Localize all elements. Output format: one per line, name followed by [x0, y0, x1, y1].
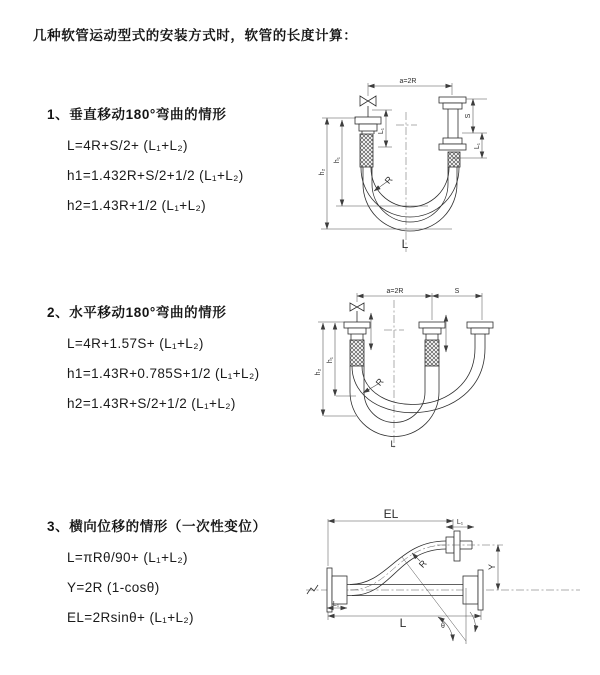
right-flange-upper — [439, 97, 466, 138]
formula-line: h2=1.43R+S/2+1/2 (L₁+L₂) — [67, 396, 236, 411]
formula-line: L=4R+S/2+ (L₁+L₂) — [67, 138, 188, 153]
dim-label-h1: h₁ — [334, 156, 341, 164]
dim-label-s: S — [454, 288, 460, 295]
right-flange-lower — [439, 138, 466, 150]
dim-a2r — [357, 288, 432, 320]
diagram-lateral-displacement — [306, 507, 580, 644]
formula-line: L=4R+1.57S+ (L₁+L₂) — [67, 336, 204, 351]
hose-u-curves — [361, 167, 459, 231]
dim-s — [432, 288, 482, 320]
dim-label-l1: L₁ — [378, 127, 385, 135]
radius-label: R — [382, 174, 395, 186]
formula-line: EL=2Rsinθ+ (L₁+L₂) — [67, 610, 194, 625]
dim-s — [462, 99, 487, 133]
formula-line: Y=2R (1-cosθ) — [67, 580, 160, 595]
left-flange — [344, 322, 370, 340]
dim-label-h2: h₂ — [319, 168, 326, 176]
middle-flange — [419, 322, 445, 340]
dim-label-s: S — [465, 113, 472, 119]
hose-braid — [360, 134, 373, 167]
page-title: 几种软管运动型式的安装方式时，软管的长度计算： — [33, 28, 358, 43]
radius-callout — [363, 376, 386, 393]
hose-braid — [350, 340, 364, 366]
angle-label: θ — [441, 623, 445, 630]
section-heading: 2、水平移动180°弯曲的情形 — [47, 305, 227, 320]
dim-a2r — [368, 78, 452, 96]
dim-label-l: L — [399, 616, 407, 630]
hose-braid — [448, 152, 460, 167]
section-heading: 3、横向位移的情形（一次性变位） — [47, 519, 267, 534]
dim-label-h1: h₁ — [327, 356, 334, 364]
dim-y — [487, 545, 498, 590]
dim-label-a2r: a=2R — [386, 288, 404, 295]
dim-label-a2r: a=2R — [399, 78, 417, 85]
length-label: L — [390, 439, 396, 449]
formula-line: h2=1.43R+1/2 (L₁+L₂) — [67, 198, 207, 213]
dim-l — [328, 610, 481, 630]
formula-line: h1=1.43R+0.785S+1/2 (L₁+L₂) — [67, 366, 260, 381]
hose-s-curve — [350, 541, 446, 596]
valve-icon — [360, 96, 376, 117]
dim-el — [328, 507, 453, 566]
formula-line: h1=1.432R+S/2+1/2 (L₁+L₂) — [67, 168, 244, 183]
radius-label: R — [373, 376, 386, 388]
right-flange — [467, 322, 493, 334]
dim-label-l1: L₁ — [456, 519, 464, 526]
upper-flange — [446, 531, 472, 561]
dim-label-l1: L₁ — [332, 601, 340, 608]
dim-label-el: EL — [383, 507, 399, 521]
length-label: L — [401, 237, 409, 251]
radius-label: R — [416, 558, 429, 570]
hose-braid — [425, 340, 439, 366]
section-heading: 1、垂直移动180°弯曲的情形 — [47, 107, 227, 122]
dim-l1-top — [446, 519, 474, 527]
valve-icon — [350, 303, 364, 322]
radius-callout — [412, 553, 429, 570]
dim-label-y: Y — [487, 563, 497, 571]
break-mark — [307, 585, 318, 594]
dim-label-h2: h₂ — [315, 368, 322, 376]
hose-u-curves — [350, 334, 485, 437]
formula-line: L=πRθ/90+ (L₁+L₂) — [67, 550, 188, 565]
radius-callout — [374, 174, 395, 191]
diagram-vertical-180 — [319, 78, 487, 252]
dim-label-l1: L₁ — [474, 142, 481, 150]
diagram-horizontal-180 — [315, 288, 493, 449]
